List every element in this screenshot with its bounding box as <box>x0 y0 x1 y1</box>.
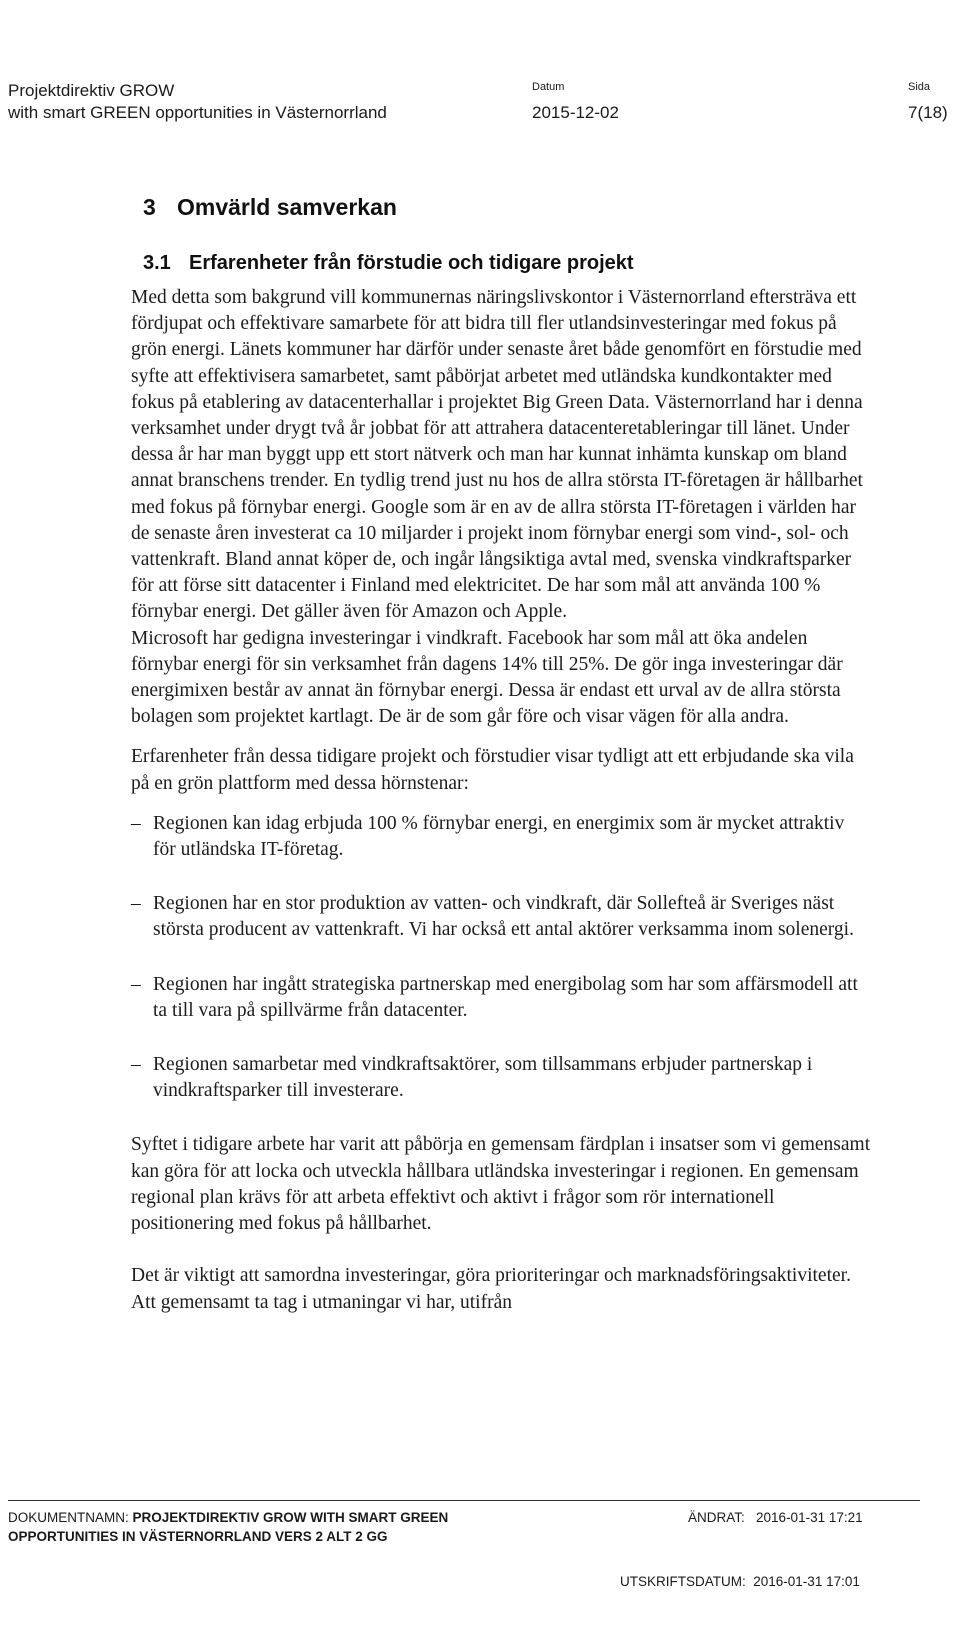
bullet-dash: – <box>131 893 141 915</box>
project-title <box>8 80 387 124</box>
page-block <box>908 80 948 124</box>
page-number: 7(18) <box>908 103 948 122</box>
doc-name-line1: PROJEKTDIREKTIV GROW WITH SMART GREEN <box>132 1510 449 1525</box>
subsection-title: Erfarenheter från förstudie och tidigare projekt <box>189 252 634 274</box>
paragraph-1: Med detta som bakgrund vill kommunernas näringslivskontor i Västernorrland eftersträva ett fördjupat och effektivare samarbete för att bidra till fler utlandsinvesteringar med fokus på grön energi. Länets kommuner har därför under senaste året både genomfört en förstudie med syfte att effektivisera samarbetet, samt påbörjat arbetet med utländska kundkontakter med fokus på etablering av datacenterhallar i projektet Big Green Data. Västernorrland har i denna verksamhet under drygt två år jobbat för att attrahera datacenteretableringar till länet. Under dessa år har man byggt upp ett stort nätverk och man har kunnat inhämta kunskap om bland annat branschens trender. En tydlig trend just nu hos de allra största IT-företagen är hållbarhet med fokus på förnybar energi. Google som är en av de allra största IT-företagen i världen har de senaste åren investerat ca 10 miljarder i projekt inom förnybar energi som vind-, sol- och vattenkraft. Bland annat köper de, och ingår långsiktiga avtal med, svenska vindkraftsparker för att förse sitt datacenter i Finland med elektricitet. De har som mål att använda 100 % förnybar energi. Det gäller även för Amazon och Apple. <box>131 287 863 623</box>
cornerstone-list <box>131 811 871 1105</box>
doc-name-label: DOKUMENTNAMN: <box>8 1510 129 1525</box>
list-item-text: Regionen kan idag erbjuda 100 % förnybar energi, en energimix som är mycket attraktiv för utländska IT-företag. <box>153 812 845 861</box>
document-name <box>8 1508 568 1546</box>
date-block <box>532 80 619 124</box>
section-title: Omvärld samverkan <box>177 194 397 220</box>
printed-label: UTSKRIFTSDATUM: <box>620 1574 746 1589</box>
date-label: Datum <box>532 81 565 93</box>
list-item <box>131 972 871 1024</box>
bullet-dash: – <box>131 973 141 995</box>
changed-date <box>688 1508 863 1527</box>
list-item <box>131 811 871 863</box>
date-value: 2015-12-02 <box>532 103 619 122</box>
printed-value: 2016-01-31 17:01 <box>753 1574 860 1589</box>
project-title-line1: Projektdirektiv GROW <box>8 81 175 100</box>
body-text <box>131 285 871 1316</box>
subsection-heading <box>143 252 634 275</box>
section-number: 3 <box>143 194 156 220</box>
bullet-dash: – <box>131 1054 141 1076</box>
list-item-text: Regionen samarbetar med vindkraftsaktörer, som tillsammans erbjuder partnerskap i vindkraftsparker till investerare. <box>153 1054 813 1102</box>
paragraph-2: Erfarenheter från dessa tidigare projekt och förstudier visar tydligt att ett erbjudande ska vila på en grön plattform med dessa hörnstenar: <box>131 746 854 794</box>
footer-divider <box>8 1500 920 1501</box>
paragraph-4: Det är viktigt att samordna investeringar, göra prioriteringar och marknadsföringsaktiviteter. Att gemensamt ta tag i utmaningar vi har, utifrån <box>131 1265 851 1313</box>
bullet-dash: – <box>131 812 141 834</box>
project-title-line2: with smart GREEN opportunities in Västernorrland <box>8 103 387 122</box>
paragraph-1b: Microsoft har gedigna investeringar i vindkraft. Facebook har som mål att öka andelen förnybar energi för sin verksamhet från dagens 14% till 25%. De gör inga investeringar där energimixen består av annat än förnybar energi. Dessa är endast ett urval av de allra största bolagen som projektet kartlagt. De är de som går före och visar vägen för alla andra. <box>131 627 843 728</box>
changed-label: ÄNDRAT: <box>688 1510 745 1525</box>
list-item-text: Regionen har ingått strategiska partnerskap med energibolag som har som affärsmodell att ta till vara på spillvärme från datacenter. <box>153 973 858 1021</box>
print-date <box>620 1572 860 1591</box>
section-heading <box>143 194 397 221</box>
changed-value: 2016-01-31 17:21 <box>756 1510 863 1525</box>
list-item <box>131 1052 871 1104</box>
list-item <box>131 891 871 943</box>
list-item-text: Regionen har en stor produktion av vatten- och vindkraft, där Sollefteå är Sveriges näst största producent av vattenkraft. Vi har också ett antal aktörer verksamma inom solenergi. <box>153 893 854 941</box>
paragraph-3: Syftet i tidigare arbete har varit att påbörja en gemensam färdplan i insatser som vi gemensamt kan göra för att locka och utveckla hållbara utländska investeringar i regionen. En gemensam regional plan krävs för att arbeta effektivt och aktivt i frågor som rör internationell positionering med fokus på hållbarhet. <box>131 1134 871 1235</box>
doc-name-line2: OPPORTUNITIES IN VÄSTERNORRLAND VERS 2 ALT 2 GG <box>8 1529 388 1544</box>
page-header <box>0 80 960 140</box>
subsection-number: 3.1 <box>143 252 171 274</box>
page-label: Sida <box>908 81 931 93</box>
